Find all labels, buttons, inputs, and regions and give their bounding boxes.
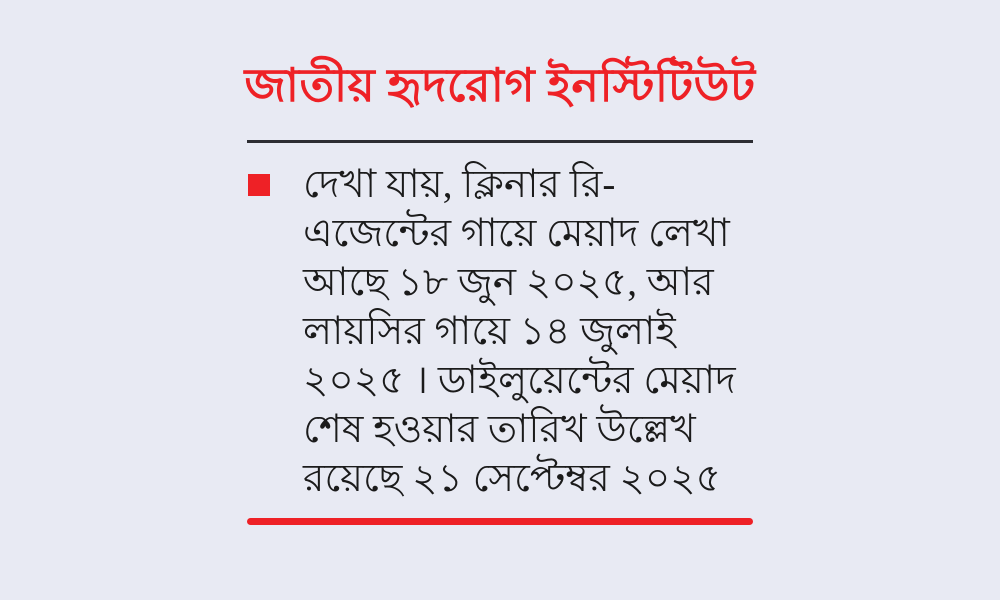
bullet-text-line: শেষ হওয়ার তারিখ উল্লেখ: [303, 408, 696, 451]
bullet-text-line: দেখা যায়, ক্লিনার রি-: [303, 163, 616, 206]
bullet-item: [248, 160, 768, 503]
bullet-square-icon: [248, 174, 270, 196]
bullet-text-line: ২০২৫ । ডাইলুয়েন্টের মেয়াদ: [303, 359, 736, 402]
card-title: জাতীয় হৃদরোগ ইনস্টিটিউট: [244, 60, 756, 111]
bullet-text-line: রয়েছে ২১ সেপ্টেম্বর ২০২৫: [303, 457, 721, 500]
bullet-text-line: লায়সির গায়ে ১৪ জুলাই: [303, 310, 676, 353]
bullet-text-line: আছে ১৮ জুন ২০২৫, আর: [303, 261, 714, 304]
bottom-divider-line: [247, 518, 753, 525]
title-divider-line: [247, 140, 753, 143]
bullet-text-line: এজেন্টের গায়ে মেয়াদ লেখা: [303, 212, 730, 255]
bullet-text: [303, 160, 768, 503]
